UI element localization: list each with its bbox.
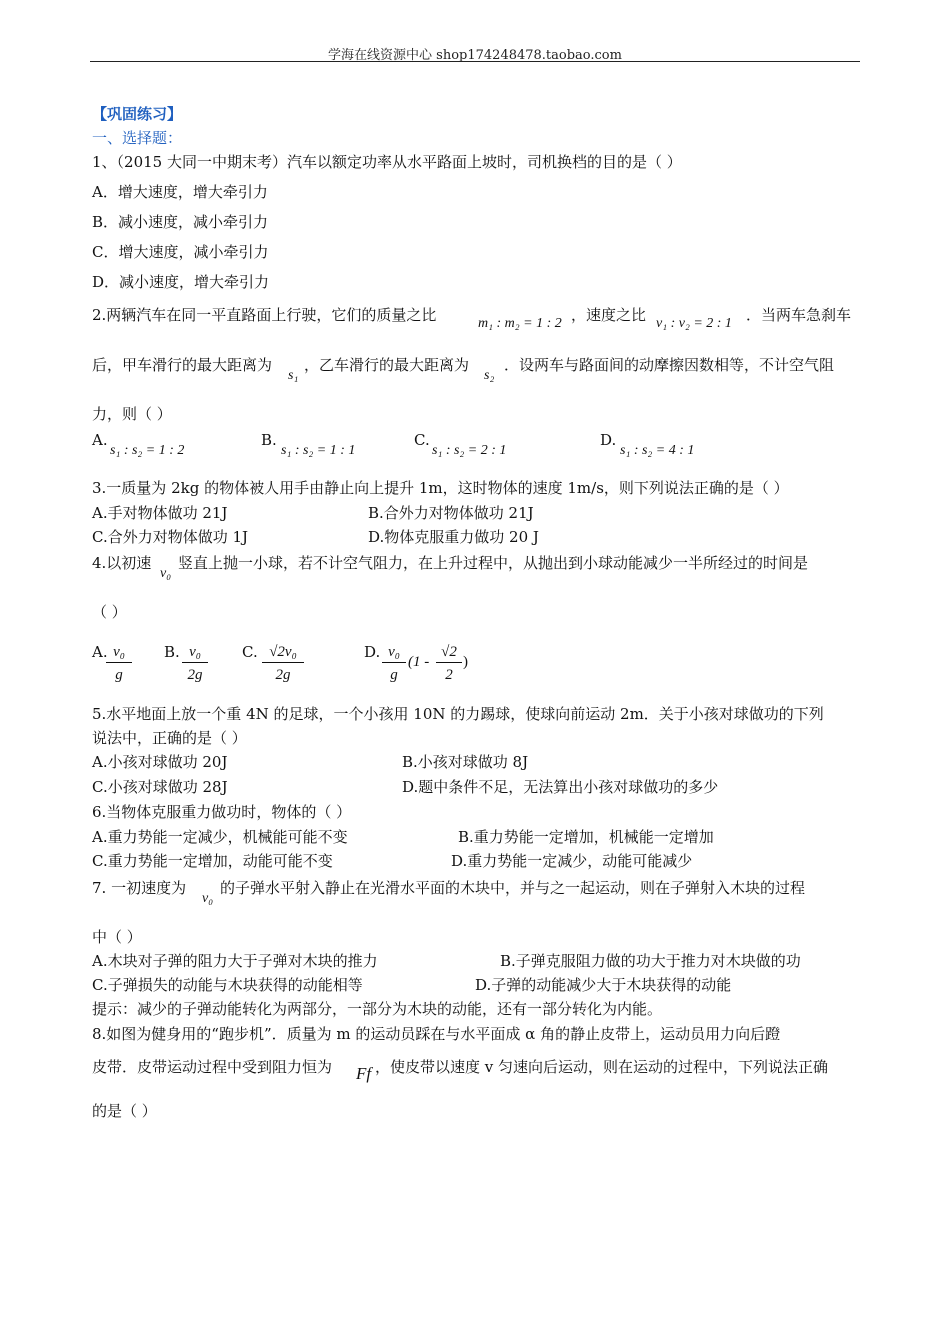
q7-option-b: B.子弹克服阻力做的功大于推力对木块做的功: [500, 952, 801, 970]
q6-option-c: C.重力势能一定增加，动能可能不变: [92, 852, 333, 870]
q4-option-c-num: √2v₀: [262, 644, 304, 663]
q5-line1: 5.水平地面上放一个重 4N 的足球，一个小孩用 10N 的力踢球，使球向前运动 2m．关于小孩对球做功的下列: [92, 705, 824, 723]
q7-option-c: C.子弹损失的动能与木块获得的动能相等: [92, 976, 363, 994]
header-rule: [90, 61, 860, 62]
q6-option-d: D.重力势能一定减少，动能可能减少: [451, 852, 693, 870]
q4-line2: （ ）: [92, 603, 127, 621]
q6-option-a: A.重力势能一定减少，机械能可能不变: [92, 828, 348, 846]
q1-stem: 1、（2015 大同一中期末考）汽车以额定功率从水平路面上坡时，司机换档的目的是（ ）: [92, 153, 682, 171]
q5-line2: 说法中，正确的是（ ）: [92, 729, 247, 747]
q8-ff: [356, 1064, 371, 1084]
q2-line2-b: ，乙车滑行的最大距离为: [304, 356, 470, 374]
q3-stem: 3.一质量为 2kg 的物体被人用手由静止向上提升 1m，这时物体的速度 1m/s，则下列说法正确的是（ ）: [92, 479, 789, 497]
q6-stem: 6.当物体克服重力做功时，物体的（ ）: [92, 803, 352, 821]
q5-option-c: C.小孩对球做功 28J: [92, 778, 228, 796]
q2-option-c-expr: s₁ : s₂ = 2 : 1: [432, 443, 507, 458]
q4-option-d-fraction: [382, 644, 406, 683]
q2-option-a-letter: A.: [92, 431, 108, 449]
q3-option-c: C.合外力对物体做功 1J: [92, 528, 249, 546]
q1-option-a: A．增大速度，增大牵引力: [92, 183, 268, 201]
q3-option-b: B.合外力对物体做功 21J: [368, 504, 534, 522]
q4-option-b-num: v₀: [182, 644, 208, 663]
q8-line2-b: ，使皮带以速度 v 匀速向后运动，则在运动的过程中，下列说法正确: [375, 1058, 829, 1076]
q2-option-b-expr: s₁ : s₂ = 1 : 1: [281, 443, 356, 458]
q2-line2-c: ．设两车与路面间的动摩擦因数相等，不计空气阻: [504, 356, 835, 374]
q2-option-c-letter: C.: [414, 431, 430, 449]
q6-option-b: B.重力势能一定增加，机械能一定增加: [458, 828, 714, 846]
q2-s1: s₁: [288, 368, 299, 383]
q5-option-a: A.小孩对球做功 20J: [92, 753, 228, 771]
q4-option-b-letter: B.: [164, 643, 180, 661]
sub-title: 一、选择题：: [92, 129, 183, 147]
q4-option-d-tail-fraction: [436, 644, 462, 683]
q2-option-b-letter: B.: [261, 431, 277, 449]
q7-line1-a: 7. 一初速度为: [92, 879, 187, 897]
q4-option-d-tail-den: 2: [445, 667, 453, 683]
q3-option-d: D.物体克服重力做功 20 J: [368, 528, 539, 546]
q8-line2-a: 皮带．皮带运动过程中受到阻力恒为: [92, 1058, 333, 1076]
q7-line2: 中（ ）: [92, 928, 142, 946]
q4-line1-a: 4.以初速: [92, 554, 152, 572]
page-header: 学海在线资源中心 shop174248478.taobao.com: [328, 48, 622, 63]
q4-option-a-fraction: [106, 644, 132, 683]
q7-option-a: A.木块对子弹的阻力大于子弹对木块的推力: [92, 952, 378, 970]
q7-option-d: D.子弹的动能减少大于木块获得的动能: [475, 976, 732, 994]
q4-option-a-letter: A.: [92, 643, 108, 661]
q2-s2: s₂: [484, 368, 495, 383]
q2-option-d-expr: s₁ : s₂ = 4 : 1: [620, 443, 695, 458]
q2-speed-ratio: v₁ : v₂ = 2 : 1: [656, 316, 732, 331]
q2-option-a-expr: s₁ : s₂ = 1 : 2: [110, 443, 185, 458]
section-title: 【巩固练习】: [92, 105, 183, 123]
q4-option-d-num: v₀: [382, 644, 406, 663]
q2-line3: 力，则（ ）: [92, 405, 172, 423]
q4-option-d-tail-num: √2: [436, 644, 462, 663]
q5-option-d: D.题中条件不足，无法算出小孩对球做功的多少: [402, 778, 719, 796]
q3-option-a: A.手对物体做功 21J: [92, 504, 228, 522]
q1-option-d: D．减小速度，增大牵引力: [92, 273, 270, 291]
q1-option-c: C．增大速度，减小牵引力: [92, 243, 269, 261]
q4-option-d-letter: D.: [364, 643, 381, 661]
q7-hint: 提示：减少的子弹动能转化为两部分，一部分为木块的动能，还有一部分转化为内能。: [92, 1000, 663, 1018]
q4-option-b-den: 2g: [187, 667, 203, 683]
q4-option-a-den: g: [115, 667, 123, 683]
q7-v0: v₀: [202, 891, 214, 906]
q4-v0: v₀: [160, 566, 172, 581]
q2-line2-a: 后，甲车滑行的最大距离为: [92, 356, 273, 374]
q4-line1-b: 竖直上抛一小球，若不计空气阻力，在上升过程中，从抛出到小球动能减少一半所经过的时间是: [178, 554, 809, 572]
q4-option-b-fraction: [182, 644, 208, 683]
q2-line1-b: ，速度之比: [571, 306, 647, 324]
q4-option-d-tail-close: ): [463, 654, 468, 670]
q5-option-b: B.小孩对球做功 8J: [402, 753, 529, 771]
q2-line1-c: ．当两车急刹车: [746, 306, 852, 324]
q4-option-c-den: 2g: [275, 667, 291, 683]
q7-line1-b: 的子弹水平射入静止在光滑水平面的木块中，并与之一起运动，则在子弹射入木块的过程: [220, 879, 806, 897]
q4-option-a-num: v₀: [106, 644, 132, 663]
q2-mass-ratio: m₁ : m₂ = 1 : 2: [478, 316, 562, 331]
q2-line1-a: 2.两辆汽车在同一平直路面上行驶，它们的质量之比: [92, 306, 437, 324]
q4-option-d-tail-open: (1 -: [408, 654, 430, 670]
q4-option-c-letter: C.: [242, 643, 258, 661]
q2-option-d-letter: D.: [600, 431, 617, 449]
q4-option-c-fraction: [262, 644, 304, 683]
q1-option-b: B．减小速度，减小牵引力: [92, 213, 269, 231]
q8-line3: 的是（ ）: [92, 1102, 157, 1120]
q8-line1: 8.如图为健身用的“跑步机”．质量为 m 的运动员踩在与水平面成 α 角的静止皮带上，运动员用力向后蹬: [92, 1025, 781, 1043]
q4-option-d-den: g: [390, 667, 398, 683]
q8-ff-text: Ff: [356, 1064, 372, 1083]
